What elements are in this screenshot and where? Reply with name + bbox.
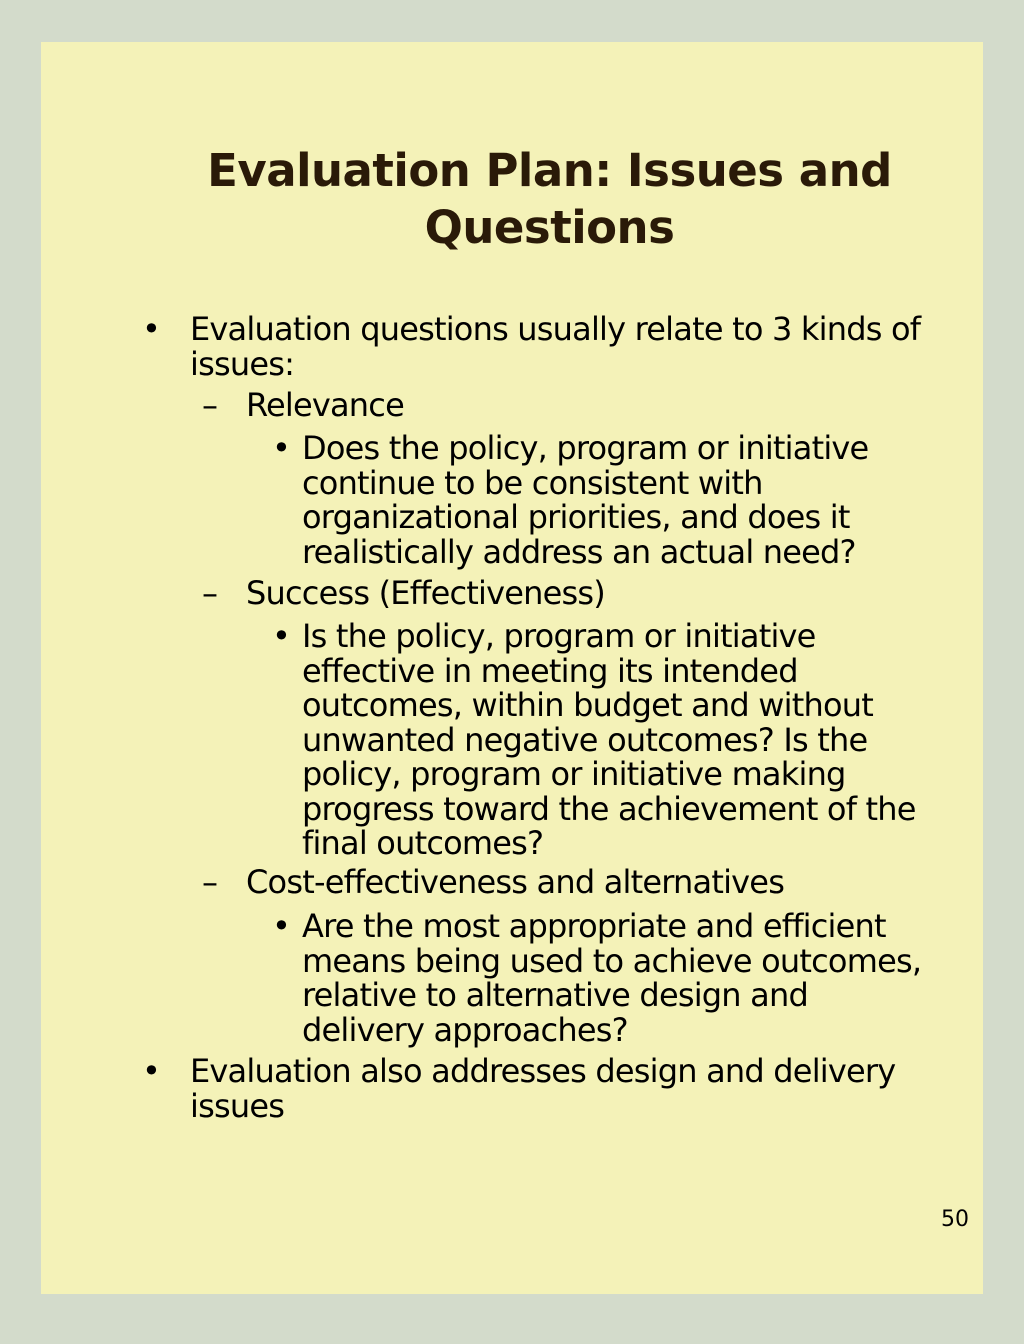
bullet-text: Evaluation also addresses design and delivery issues — [190, 1052, 896, 1125]
page-number: 50 — [941, 1207, 969, 1232]
bullet-item-level-2 — [202, 863, 936, 901]
dash-marker: – — [202, 863, 218, 901]
bullet-marker: • — [272, 617, 291, 655]
bullet-marker: • — [272, 429, 291, 467]
bullet-text: Success (Effectiveness) — [246, 574, 605, 612]
bullet-item-level-2 — [202, 386, 936, 424]
bullet-item-level-2 — [202, 574, 936, 612]
bullet-marker: • — [142, 310, 161, 348]
dash-marker: – — [202, 386, 218, 424]
bullet-item-level-1 — [142, 310, 930, 383]
bullet-text: Are the most appropriate and efficient means being used to achieve outcomes, relative to alternative design and delivery approaches? — [302, 907, 922, 1049]
bullet-text: Evaluation questions usually relate to 3 kinds of issues: — [190, 310, 921, 383]
bullet-item-level-3 — [272, 907, 922, 1049]
dash-marker: – — [202, 574, 218, 612]
slide-title-line-1: Evaluation Plan: Issues and — [207, 144, 892, 197]
bullet-text: Is the policy, program or initiative effective in meeting its intended outcomes, within budget and without unwanted negative outcomes? Is the policy, program or initiative making progress toward the achievement of the final outcomes? — [302, 617, 916, 862]
bullet-text: Does the policy, program or initiative continue to be consistent with organizational priorities, and does it realistically address an actual need? — [302, 429, 869, 571]
slide-title-line-2: Questions — [424, 201, 675, 254]
bullet-text: Cost-effectiveness and alternatives — [246, 863, 785, 901]
slide — [41, 42, 983, 1294]
bullet-list — [41, 42, 983, 1294]
bullet-item-level-3 — [272, 429, 922, 571]
bullet-marker: • — [142, 1052, 161, 1090]
bullet-text: Relevance — [246, 386, 404, 424]
bullet-item-level-3 — [272, 617, 922, 862]
bullet-item-level-1 — [142, 1052, 930, 1125]
bullet-marker: • — [272, 907, 291, 945]
